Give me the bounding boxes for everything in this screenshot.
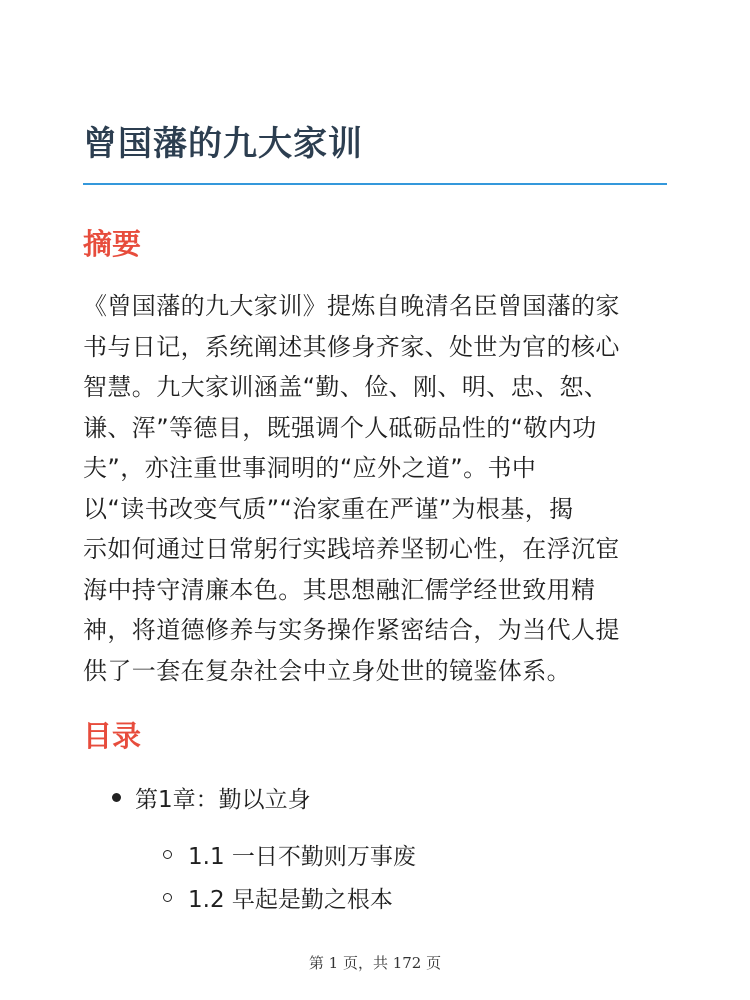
page-footer: 第 1 页，共 172 页	[308, 954, 442, 972]
document-title: 曾国藩的九大家训	[83, 124, 363, 164]
abstract-paragraph	[83, 286, 673, 691]
toc-heading: 目录	[83, 719, 142, 753]
abstract-line: 供了一套在复杂社会中立身处世的镜鉴体系。	[83, 656, 571, 685]
toc-section-label: 1.2 早起是勤之根本	[188, 887, 393, 913]
abstract-line: 《曾国藩的九大家训》提炼自晚清名臣曾国藩的家	[83, 292, 620, 320]
abstract-line: 谦、浑”等德目，既强调个人砥砺品性的“敬内功	[83, 413, 597, 442]
abstract-heading: 摘要	[83, 227, 142, 261]
abstract-line: 海中持守清廉本色。其思想融汇儒学经世致用精	[83, 575, 596, 604]
toc-section-1-1[interactable]	[163, 838, 416, 871]
title-divider	[83, 183, 667, 185]
abstract-line: 示如何通过日常躬行实践培养坚韧心性，在浮沉宦	[83, 535, 620, 563]
abstract-line: 以“读书改变气质”“治家重在严谨”为根基，揭	[83, 494, 574, 523]
toc-section-label: 1.1 一日不勤则万事废	[188, 844, 416, 870]
toc-section-1-2[interactable]	[163, 881, 393, 914]
abstract-line: 夫”，亦注重世事洞明的“应外之道”。书中	[83, 454, 537, 482]
abstract-line: 书与日记，系统阐述其修身齐家、处世为官的核心	[83, 332, 620, 361]
abstract-line: 神，将道德修养与实务操作紧密结合，为当代人提	[83, 616, 620, 644]
toc-chapter-label: 第1章：勤以立身	[135, 787, 311, 813]
toc-chapter-1[interactable]	[112, 781, 311, 814]
abstract-line: 智慧。九大家训涵盖“勤、俭、刚、明、忠、恕、	[83, 373, 609, 401]
bullet-disc-icon	[112, 793, 121, 802]
bullet-circle-icon	[163, 850, 172, 859]
bullet-circle-icon	[163, 893, 172, 902]
